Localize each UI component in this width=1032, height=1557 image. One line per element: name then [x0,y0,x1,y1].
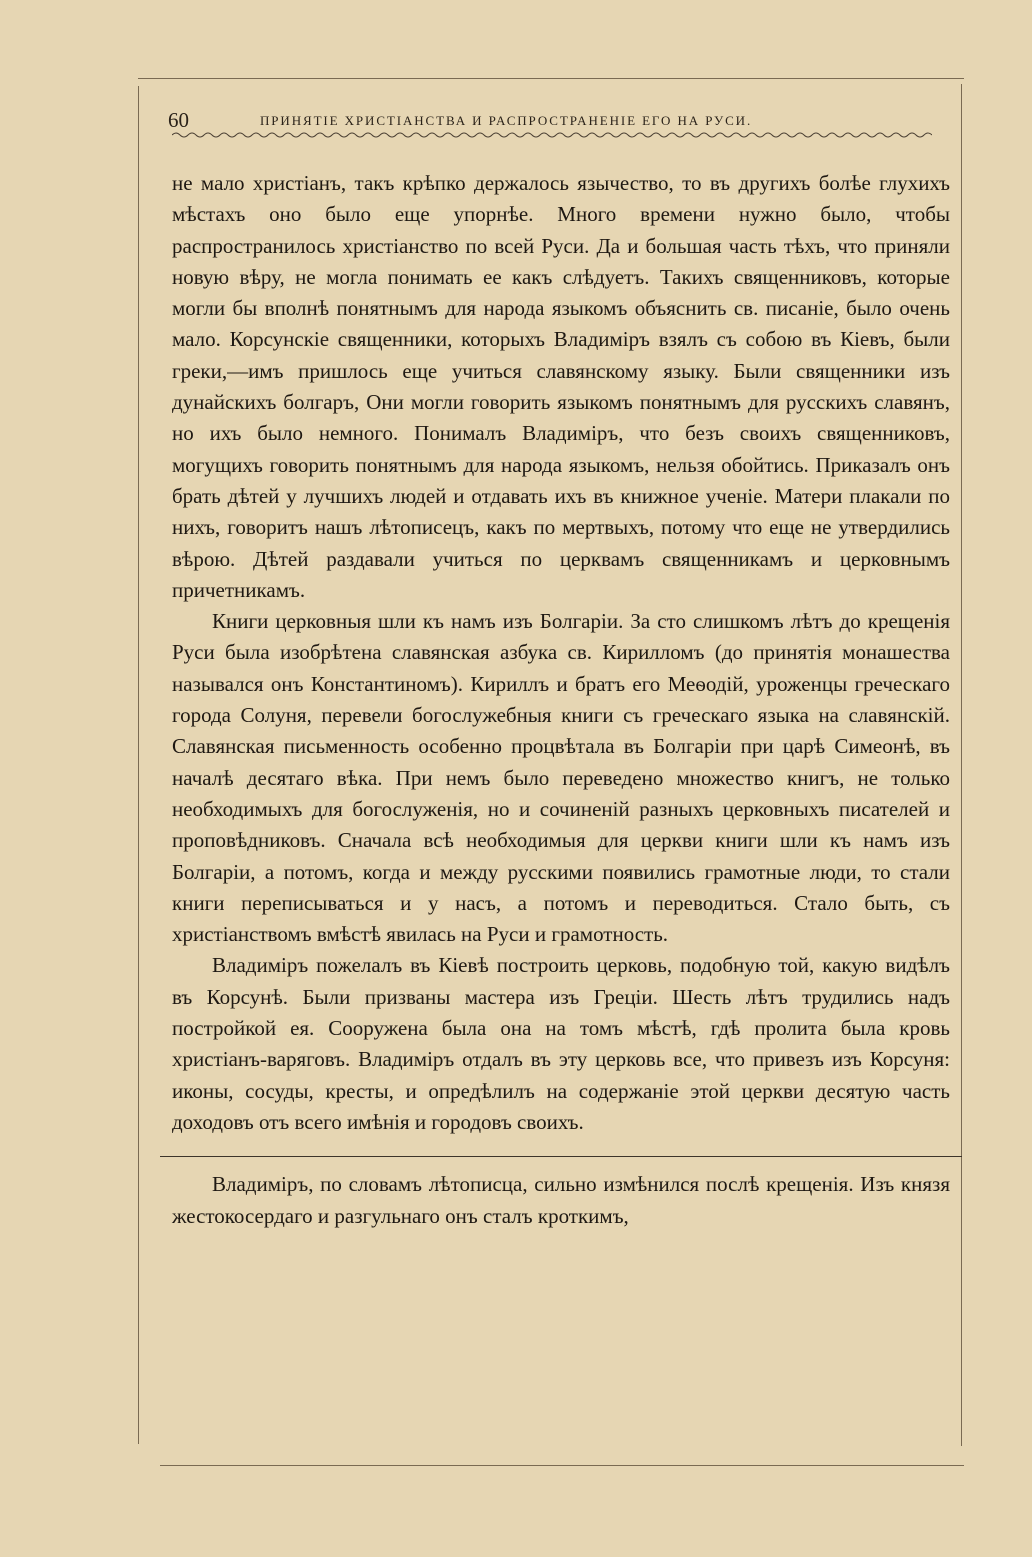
paragraph-vladimir-changed: Владиміръ, по словамъ лѣтописца, сильно измѣнился послѣ крещенія. Изъ князя жестокосердаго и разгульнаго онъ сталъ кроткимъ, [172,1172,950,1228]
body-text [172,168,950,1232]
running-title: ПРИНЯТІЕ ХРИСТІАНСТВА И РАСПРОСТРАНЕНІЕ ЕГО НА РУСИ. [260,113,753,128]
section-divider [160,1156,962,1157]
frame-bottom-rule [160,1465,964,1466]
page-header [168,108,948,148]
paragraph-church-construction: Владиміръ пожелалъ въ Кіевѣ построить церковь, подобную той, какую видѣлъ въ Корсунѣ. Были призваны мастера изъ Греціи. Шесть лѣтъ трудились надъ постройкой ея. Сооружена была она на томъ мѣстѣ, гдѣ пролита была кровь христіанъ-варяговъ. Владиміръ отдалъ въ эту церковь все, что привезъ изъ Корсуня: иконы, сосуды, кресты, и опредѣлилъ на содержаніе этой церкви десятую часть доходовъ отъ всего имѣнія и городовъ своихъ. [172,953,950,1134]
paragraph-continuation: не мало христіанъ, такъ крѣпко держалось язычество, то въ другихъ болѣе глухихъ мѣстахъ оно было еще упорнѣе. Много времени нужно было, чтобы распространилось христіанство по всей Руси. Да и большая часть тѣхъ, что приняли новую вѣру, не могла понимать ее какъ слѣдуетъ. Такихъ священниковъ, которые могли бы вполнѣ понятнымъ для народа языкомъ объяснить св. писаніе, было очень мало. Корсунскіе священники, которыхъ Владиміръ взялъ съ собою въ Кіевъ, были греки,—имъ пришлось еще учиться славянскому языку. Были священники изъ дунайскихъ болгаръ, Они могли говорить языкомъ понятнымъ для русскихъ славянъ, но ихъ было немного. Понималъ Владиміръ, что безъ своихъ священниковъ, могущихъ говорить понятнымъ для народа языкомъ, нельзя обойтись. Приказалъ онъ брать дѣтей у лучшихъ людей и отдавать ихъ въ книжное ученіе. Матери плакали по нихъ, говоритъ нашъ лѣтописецъ, какъ по мертвыхъ, потому что еще не утвердились вѣрою. Дѣтей раздавали учиться по церквамъ священникамъ и церковнымъ причетникамъ. [172,171,950,602]
wavy-rule-ornament [172,130,932,140]
frame-top-rule [138,78,964,79]
page-number: 60 [168,108,189,132]
paragraph-church-books: Книги церковныя шли къ намъ изъ Болгаріи. За сто слишкомъ лѣтъ до крещенія Руси была изобрѣтена славянская азбука св. Кирилломъ (до принятія монашества назывался онъ Константиномъ). Кириллъ и братъ его Меѳодій, уроженцы греческаго города Солуня, перевели богослужебныя книги съ греческаго языка на славянскій. Славянская письменность особенно процвѣтала въ Болгаріи при царѣ Симеонѣ, въ началѣ десятаго вѣка. При немъ было переведено множество книгъ, не только необходимыхъ для богослуженія, но и сочиненій разныхъ церковныхъ писателей и проповѣдниковъ. Сначала всѣ необходимыя для церкви книги шли къ намъ изъ Болгаріи, а потомъ, когда и между русскими появились грамотные люди, то стали книги переписываться и у насъ, а потомъ и переводиться. Стало быть, съ христіанствомъ вмѣстѣ явилась на Руси и грамотность. [172,609,950,947]
frame-left-rule [138,86,139,1444]
frame-right-rule [961,84,962,1446]
